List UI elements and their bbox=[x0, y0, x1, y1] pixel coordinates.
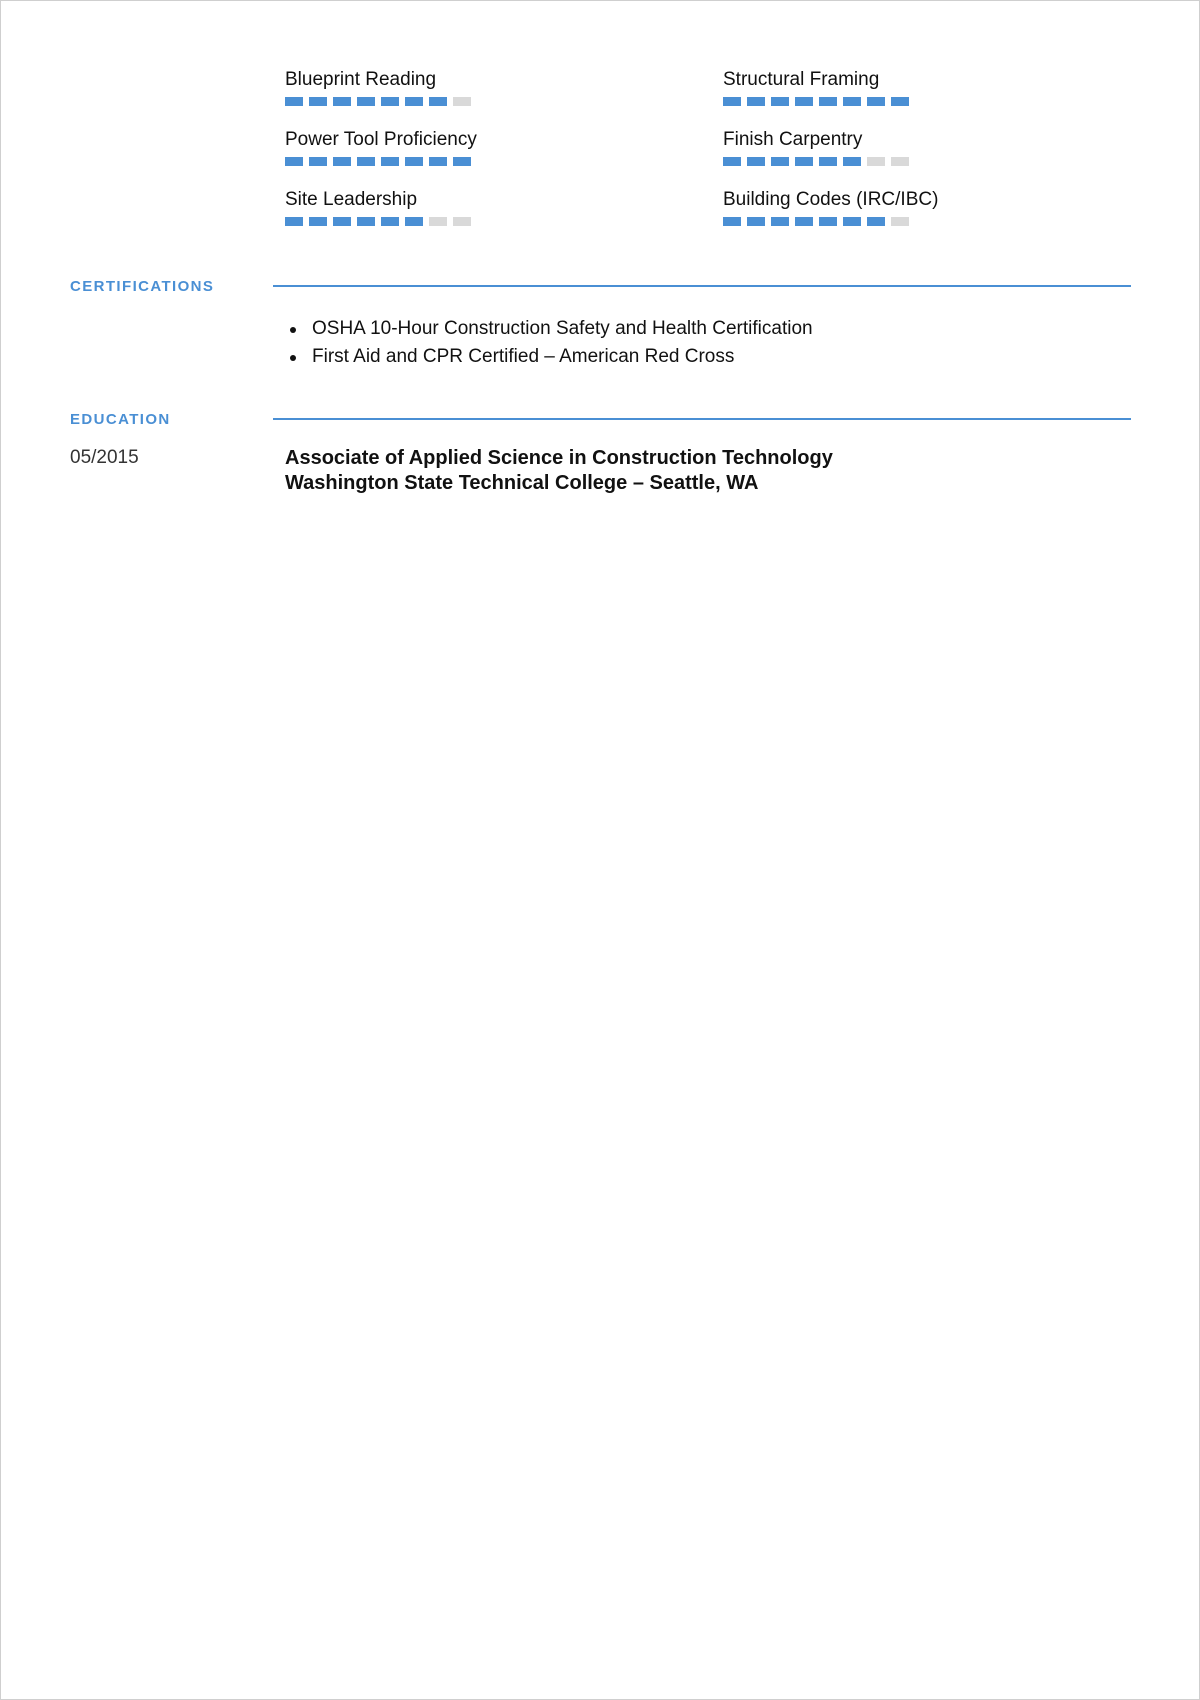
skill-name: Structural Framing bbox=[723, 69, 880, 90]
rating-segment-filled bbox=[771, 97, 789, 106]
skill-rating-bar bbox=[285, 217, 723, 227]
rating-segment-filled bbox=[429, 97, 447, 106]
education-details bbox=[285, 446, 833, 496]
rating-segment-filled bbox=[819, 97, 837, 106]
rating-segment-filled bbox=[795, 217, 813, 226]
rating-segment-empty bbox=[891, 157, 909, 166]
rating-segment-filled bbox=[357, 157, 375, 166]
certifications-list bbox=[285, 315, 813, 371]
rating-segment-filled bbox=[309, 157, 327, 166]
skill-item bbox=[285, 127, 723, 167]
education-heading: EDUCATION bbox=[70, 411, 171, 428]
list-item bbox=[285, 343, 813, 371]
rating-segment-filled bbox=[747, 157, 765, 166]
rating-segment-filled bbox=[405, 217, 423, 226]
rating-segment-filled bbox=[285, 97, 303, 106]
skill-name: Blueprint Reading bbox=[285, 69, 437, 90]
skill-item bbox=[723, 187, 1085, 227]
rating-segment-filled bbox=[771, 217, 789, 226]
rating-segment-filled bbox=[333, 217, 351, 226]
rating-segment-filled bbox=[747, 217, 765, 226]
skill-rating-bar bbox=[723, 217, 1085, 227]
rating-segment-filled bbox=[357, 217, 375, 226]
bullet-icon bbox=[290, 355, 296, 361]
rating-segment-empty bbox=[453, 217, 471, 226]
rating-segment-filled bbox=[429, 157, 447, 166]
certifications-heading: CERTIFICATIONS bbox=[70, 278, 215, 295]
certification-text: First Aid and CPR Certified – American Red Cross bbox=[312, 346, 735, 367]
rating-segment-filled bbox=[819, 157, 837, 166]
rating-segment-filled bbox=[285, 217, 303, 226]
rating-segment-filled bbox=[723, 97, 741, 106]
rating-segment-filled bbox=[843, 157, 861, 166]
list-item bbox=[285, 315, 813, 343]
rating-segment-empty bbox=[867, 157, 885, 166]
skill-item bbox=[723, 67, 1085, 107]
rating-segment-filled bbox=[333, 97, 351, 106]
section-divider bbox=[273, 285, 1131, 287]
rating-segment-filled bbox=[405, 157, 423, 166]
rating-segment-filled bbox=[819, 217, 837, 226]
rating-segment-filled bbox=[747, 97, 765, 106]
rating-segment-filled bbox=[309, 217, 327, 226]
rating-segment-filled bbox=[285, 157, 303, 166]
skill-name: Building Codes (IRC/IBC) bbox=[723, 189, 939, 210]
skill-rating-bar bbox=[285, 157, 723, 167]
rating-segment-filled bbox=[381, 97, 399, 106]
rating-segment-filled bbox=[843, 217, 861, 226]
rating-segment-empty bbox=[453, 97, 471, 106]
rating-segment-filled bbox=[795, 97, 813, 106]
rating-segment-filled bbox=[381, 217, 399, 226]
rating-segment-filled bbox=[891, 97, 909, 106]
rating-segment-filled bbox=[333, 157, 351, 166]
rating-segment-filled bbox=[381, 157, 399, 166]
skill-name: Power Tool Proficiency bbox=[285, 129, 477, 150]
rating-segment-filled bbox=[309, 97, 327, 106]
education-date: 05/2015 bbox=[70, 447, 139, 468]
degree-title: Associate of Applied Science in Construction Technology bbox=[285, 447, 833, 469]
skill-name: Finish Carpentry bbox=[723, 129, 863, 150]
skill-rating-bar bbox=[723, 157, 1085, 167]
rating-segment-filled bbox=[771, 157, 789, 166]
section-divider bbox=[273, 418, 1131, 420]
bullet-icon bbox=[290, 327, 296, 333]
rating-segment-filled bbox=[357, 97, 375, 106]
rating-segment-filled bbox=[843, 97, 861, 106]
skill-rating-bar bbox=[285, 97, 723, 107]
skill-name: Site Leadership bbox=[285, 189, 418, 210]
rating-segment-filled bbox=[867, 97, 885, 106]
skill-item bbox=[285, 67, 723, 107]
rating-segment-empty bbox=[429, 217, 447, 226]
rating-segment-filled bbox=[795, 157, 813, 166]
rating-segment-filled bbox=[405, 97, 423, 106]
certification-text: OSHA 10-Hour Construction Safety and Health Certification bbox=[312, 318, 813, 339]
rating-segment-filled bbox=[867, 217, 885, 226]
skill-item bbox=[285, 187, 723, 227]
skills-grid bbox=[285, 67, 1085, 227]
rating-segment-filled bbox=[723, 157, 741, 166]
rating-segment-empty bbox=[891, 217, 909, 226]
rating-segment-filled bbox=[723, 217, 741, 226]
school-name: Washington State Technical College – Seattle, WA bbox=[285, 472, 759, 494]
rating-segment-filled bbox=[453, 157, 471, 166]
skill-rating-bar bbox=[723, 97, 1085, 107]
skill-item bbox=[723, 127, 1085, 167]
